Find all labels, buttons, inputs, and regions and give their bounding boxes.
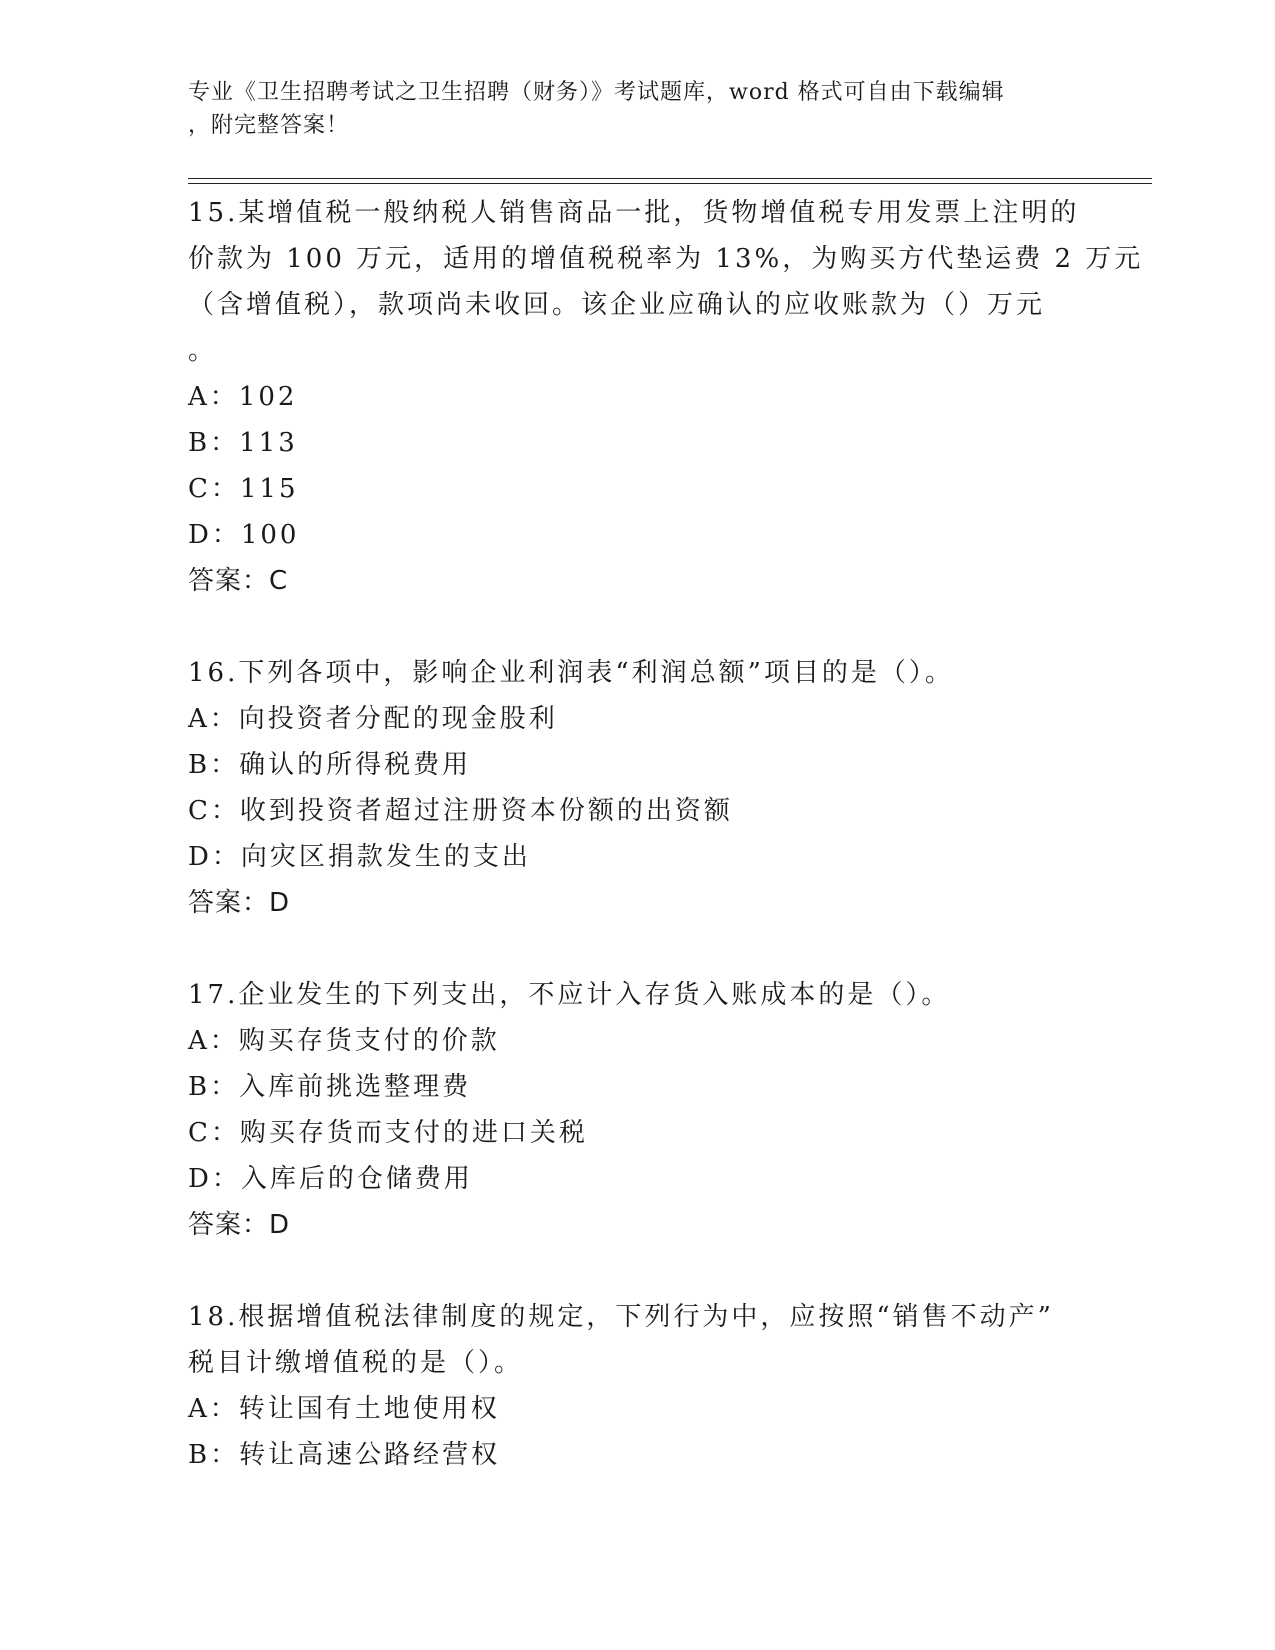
question-spacer — [188, 1248, 1108, 1294]
document-header — [188, 76, 1078, 142]
option-b: B：入库前挑选整理费 — [188, 1072, 472, 1102]
answer-line: 答案：D — [188, 888, 291, 918]
option-a: A：102 — [188, 382, 298, 412]
question-stem-line: 16.下列各项中，影响企业利润表“利润总额”项目的是（）。 — [188, 658, 954, 688]
question-16 — [188, 650, 1108, 926]
option-b: B：113 — [188, 428, 298, 458]
option-d: D：入库后的仓储费用 — [188, 1164, 473, 1194]
question-stem-line: （含增值税），款项尚未收回。该企业应确认的应收账款为（）万元 — [188, 290, 1046, 320]
option-d: D：100 — [188, 520, 300, 550]
option-a: A：转让国有土地使用权 — [188, 1394, 500, 1424]
question-stem-line: 。 — [188, 336, 218, 366]
option-a: A：向投资者分配的现金股利 — [188, 704, 558, 734]
option-c: C：115 — [188, 474, 299, 504]
question-stem-line: 17.企业发生的下列支出，不应计入存货入账成本的是（）。 — [188, 980, 951, 1010]
question-15 — [188, 190, 1144, 604]
option-d: D：向灾区捐款发生的支出 — [188, 842, 531, 872]
question-18 — [188, 1294, 1108, 1478]
header-line-1: 专业《卫生招聘考试之卫生招聘（财务）》考试题库，word 格式可自由下载编辑 — [188, 80, 1005, 105]
header-line-2: ，附完整答案！ — [188, 113, 350, 138]
question-spacer — [188, 604, 1108, 650]
option-b: B：确认的所得税费用 — [188, 750, 472, 780]
question-stem-line: 税目计缴增值税的是（）。 — [188, 1348, 524, 1378]
header-rule-top — [188, 178, 1152, 179]
question-stem-line: 价款为 100 万元，适用的增值税税率为 13%，为购买方代垫运费 2 万元 — [188, 244, 1144, 274]
question-spacer — [188, 926, 1108, 972]
question-stem-line: 18.根据增值税法律制度的规定，下列行为中，应按照“销售不动产” — [188, 1302, 1054, 1332]
option-c: C：收到投资者超过注册资本份额的出资额 — [188, 796, 733, 826]
header-rule-bottom — [188, 183, 1152, 184]
question-stem-line: 15.某增值税一般纳税人销售商品一批，货物增值税专用发票上注明的 — [188, 198, 1080, 228]
option-a: A：购买存货支付的价款 — [188, 1026, 500, 1056]
question-17 — [188, 972, 1108, 1248]
option-c: C：购买存货而支付的进口关税 — [188, 1118, 588, 1148]
question-list — [188, 190, 1144, 1478]
answer-line: 答案：C — [188, 566, 289, 596]
answer-line: 答案：D — [188, 1210, 291, 1240]
option-b: B：转让高速公路经营权 — [188, 1440, 501, 1470]
